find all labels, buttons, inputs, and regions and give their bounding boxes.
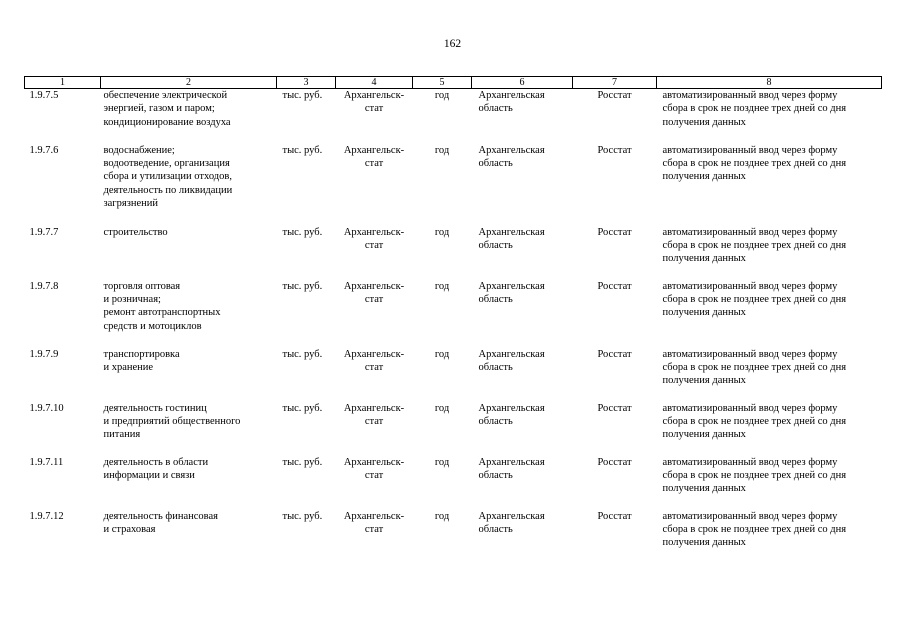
table-row [25,348,882,402]
indicators-table [24,76,882,564]
row-unit: тыс. руб. [282,510,323,522]
row-method: автоматизированный ввод через форму сбора в срок не позднее трех дней со дня получения данных [662,90,847,128]
row-method: автоматизированный ввод через форму сбора в срок не позднее трех дней со дня получения данных [662,456,847,495]
table-row [25,510,882,564]
row-indicator-name: транспортировка и хранение [103,348,180,373]
row-source: Росстат [597,90,632,101]
row-indicator-name: обеспечение электрической энергией, газом и паром; кондиционирование воздуха [103,90,231,128]
row-period: год [434,280,450,292]
row-indicator-name: деятельность финансовая и страховая [103,510,218,535]
row-responsible: Архангельск- стат [343,144,405,169]
table-body [25,89,882,564]
row-responsible: Архангельск- стат [343,456,405,481]
row-code: 1.9.7.8 [29,280,59,292]
row-territory: Архангельская область [478,510,545,535]
row-territory: Архангельская область [478,226,545,251]
table-row [25,226,882,280]
row-method: автоматизированный ввод через форму сбора в срок не позднее трех дней со дня получения данных [662,510,847,549]
row-source: Росстат [597,348,632,360]
row-responsible: Архангельск- стат [343,348,405,373]
row-source: Росстат [597,456,632,468]
row-period: год [434,510,450,522]
row-responsible: Архангельск- стат [343,90,405,115]
row-indicator-name: торговля оптовая и розничная; ремонт автотранспортных средств и мотоциклов [103,280,221,332]
page-number: 162 [443,38,462,50]
row-source: Росстат [597,280,632,292]
header-row [25,77,882,89]
row-territory: Архангельская область [478,348,545,373]
row-code: 1.9.7.12 [29,510,64,522]
row-source: Росстат [597,510,632,522]
row-code: 1.9.7.7 [29,226,59,238]
row-period: год [434,226,450,238]
column-header-8: 8 [657,77,882,89]
row-territory: Архангельская область [478,144,545,169]
row-territory: Архангельская область [478,456,545,481]
column-header-6: 6 [472,77,573,89]
row-unit: тыс. руб. [282,456,323,468]
row-responsible: Архангельск- стат [343,510,405,535]
row-method: автоматизированный ввод через форму сбора в срок не позднее трех дней со дня получения данных [662,348,847,387]
table-row [25,280,882,348]
column-header-1: 1 [25,77,101,89]
column-header-3: 3 [277,77,336,89]
row-code: 1.9.7.11 [29,456,64,468]
table-row [25,144,882,226]
row-territory: Архангельская область [478,402,545,427]
table-row [25,402,882,456]
row-method: автоматизированный ввод через форму сбора в срок не позднее трех дней со дня получения данных [662,402,847,441]
column-header-7: 7 [573,77,657,89]
row-unit: тыс. руб. [282,90,323,101]
row-code: 1.9.7.6 [29,144,59,156]
row-indicator-name: деятельность гостиниц и предприятий общественного питания [103,402,241,441]
row-unit: тыс. руб. [282,402,323,414]
row-period: год [434,90,450,101]
row-period: год [434,402,450,414]
row-period: год [434,348,450,360]
row-unit: тыс. руб. [282,226,323,238]
row-source: Росстат [597,402,632,414]
row-unit: тыс. руб. [282,144,323,156]
row-method: автоматизированный ввод через форму сбора в срок не позднее трех дней со дня получения данных [662,226,847,265]
row-unit: тыс. руб. [282,280,323,292]
column-header-5: 5 [413,77,472,89]
table-row [25,89,882,144]
row-code: 1.9.7.10 [29,402,64,414]
row-unit: тыс. руб. [282,348,323,360]
row-territory: Архангельская область [478,90,545,115]
row-indicator-name: водоснабжение; водоотведение, организация сбора и утилизации отходов, деятельность по ликвидации загрязнений [103,144,233,210]
row-code: 1.9.7.9 [29,348,59,360]
row-method: автоматизированный ввод через форму сбора в срок не позднее трех дней со дня получения данных [662,280,847,319]
row-code: 1.9.7.5 [29,90,59,101]
row-period: год [434,456,450,468]
row-source: Росстат [597,144,632,156]
row-indicator-name: деятельность в области информации и связи [103,456,209,481]
row-responsible: Архангельск- стат [343,226,405,251]
column-header-4: 4 [336,77,413,89]
row-source: Росстат [597,226,632,238]
row-responsible: Архангельск- стат [343,280,405,305]
column-header-2: 2 [101,77,277,89]
table-row [25,456,882,510]
row-territory: Архангельская область [478,280,545,305]
row-method: автоматизированный ввод через форму сбора в срок не позднее трех дней со дня получения данных [662,144,847,183]
row-indicator-name: строительство [103,226,168,238]
row-period: год [434,144,450,156]
row-responsible: Архангельск- стат [343,402,405,427]
